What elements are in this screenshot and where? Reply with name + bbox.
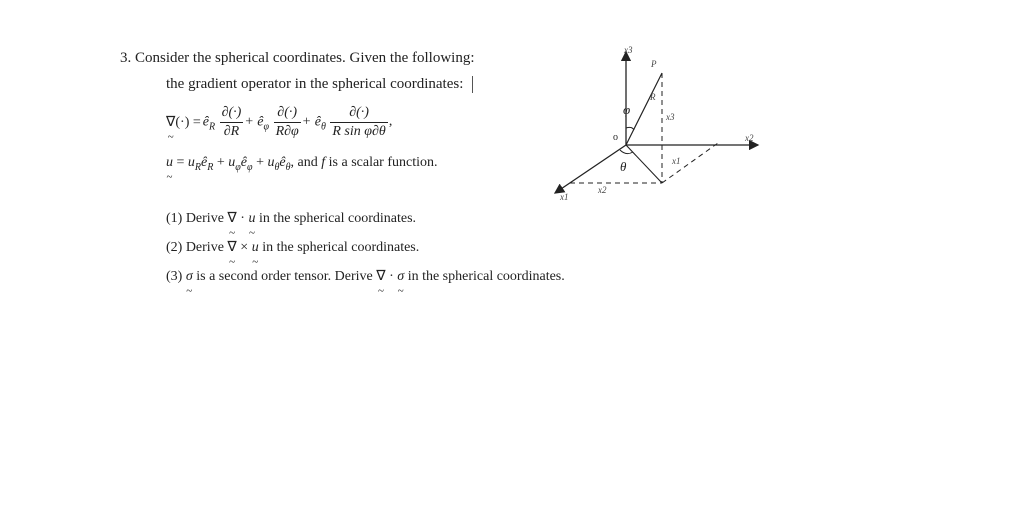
radius-label: R <box>650 92 656 102</box>
gradient-formula <box>166 102 392 142</box>
vector-definition: u ~ = $u_Rê_R$ + $u_\varphi ê_\varphi$ + $u_\theta ê_\theta$, and f is a scalar function. <box>166 155 438 173</box>
theta-label: θ <box>620 159 627 174</box>
base-ray <box>626 145 662 183</box>
part-3: (3) σ ~ is a second order tensor. Derive ∇ ~ · σ ~ in the spherical coordinates. <box>166 268 565 285</box>
axis-x3-label: x3 <box>624 45 633 55</box>
gradient-term-2: + $ê_\varphi$ $\frac{\partial(\cdot)}{R\partial\varphi}$ <box>244 104 299 139</box>
gradient-term-1: $ê_R$ $\frac{\partial(\cdot)}{\partial R}$ <box>202 104 242 139</box>
projection-x3-label: x3 <box>666 112 675 122</box>
origin-label: o <box>613 132 618 143</box>
axis-x2-label: x2 <box>745 133 754 143</box>
spherical-coordinates-diagram <box>540 40 780 220</box>
problem-intro: Consider the spherical coordinates. Given the following: <box>135 50 475 66</box>
radius-vector <box>626 73 662 145</box>
phi-label: φ <box>623 102 631 117</box>
nabla-symbol: ∇ ~ <box>166 114 175 131</box>
problem-intro-line <box>120 50 475 67</box>
part-2: (2) Derive ∇ ~ × u ~ in the spherical coordinates. <box>166 239 419 256</box>
text-cursor <box>472 76 473 93</box>
phi-arc <box>626 127 634 130</box>
part-1: (1) Derive ∇ ~ · u ~ in the spherical coordinates. <box>166 210 416 227</box>
problem-number: 3. <box>120 50 132 66</box>
gradient-term-3: + $ê_\theta$ $\frac{\partial(\cdot)}{\text{R sin φ∂θ}}$ <box>301 104 386 139</box>
gradient-end: , <box>388 114 393 129</box>
axis-x1 <box>555 145 626 193</box>
projection-x1-dashed <box>662 143 718 183</box>
gradient-lhs: ∇ ~(·) = <box>166 114 201 131</box>
projection-x1-label: x1 <box>672 156 681 166</box>
axis-x1-label: x1 <box>560 192 569 202</box>
gradient-intro: the gradient operator in the spherical coordinates: <box>166 76 464 92</box>
point-p-label: P <box>651 59 657 69</box>
projection-x2-label: x2 <box>598 185 607 195</box>
